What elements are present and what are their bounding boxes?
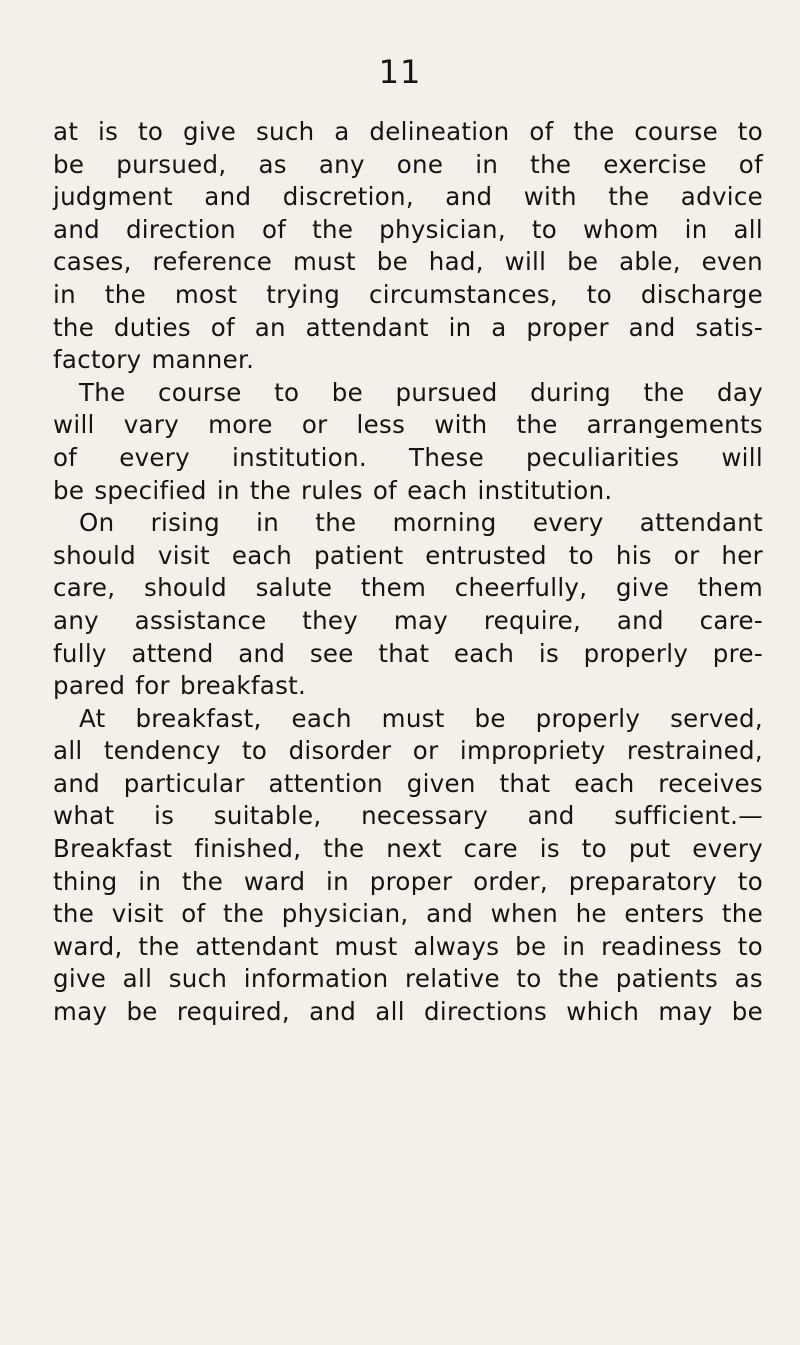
text-line: The course to be pursued during the day <box>79 377 763 407</box>
text-line: give all such information relative to the patients as <box>53 964 763 994</box>
text-line: judgment and discretion, and with the advice <box>53 182 763 212</box>
text-line: Breakfast finished, the next care is to put every <box>53 834 763 864</box>
text-line: of every institution. These peculiarities will <box>53 442 763 472</box>
text-line: At breakfast, each must be properly served, <box>79 703 763 733</box>
text-line: cases, reference must be had, will be able, even <box>53 247 763 277</box>
text-line: at is to give such a delineation of the course to <box>53 117 763 146</box>
text-line: and particular attention given that each receives <box>53 768 763 798</box>
text-line: the visit of the physician, and when he enters the <box>53 899 763 929</box>
text-line: any assistance they may require, and care- <box>53 605 763 635</box>
text-line: On rising in the morning every attendant <box>79 508 763 538</box>
text-line: will vary more or less with the arrangements <box>53 410 763 440</box>
text-line: ward, the attendant must always be in readiness to <box>53 931 763 961</box>
text-line: pared for breakfast. <box>53 671 307 701</box>
text-line: be pursued, as any one in the exercise of <box>53 149 763 179</box>
text-line: factory manner. <box>53 345 255 375</box>
text-line: in the most trying circumstances, to discharge <box>53 279 763 309</box>
body-text <box>53 116 763 1029</box>
text-line: the duties of an attendant in a proper and satis- <box>53 312 763 342</box>
text-line: fully attend and see that each is properly pre- <box>53 638 763 668</box>
text-line: care, should salute them cheerfully, give them <box>53 573 763 603</box>
text-line: what is suitable, necessary and sufficient.— <box>53 801 763 831</box>
text-line: be specified in the rules of each institution. <box>53 475 613 505</box>
text-line: all tendency to disorder or impropriety restrained, <box>53 736 763 766</box>
text-line: thing in the ward in proper order, preparatory to <box>53 866 763 896</box>
text-line: may be required, and all directions which may be <box>53 997 763 1027</box>
page-number: 11 <box>378 53 422 91</box>
text-line: and direction of the physician, to whom in all <box>53 214 763 244</box>
text-line: should visit each patient entrusted to his or her <box>53 540 763 570</box>
